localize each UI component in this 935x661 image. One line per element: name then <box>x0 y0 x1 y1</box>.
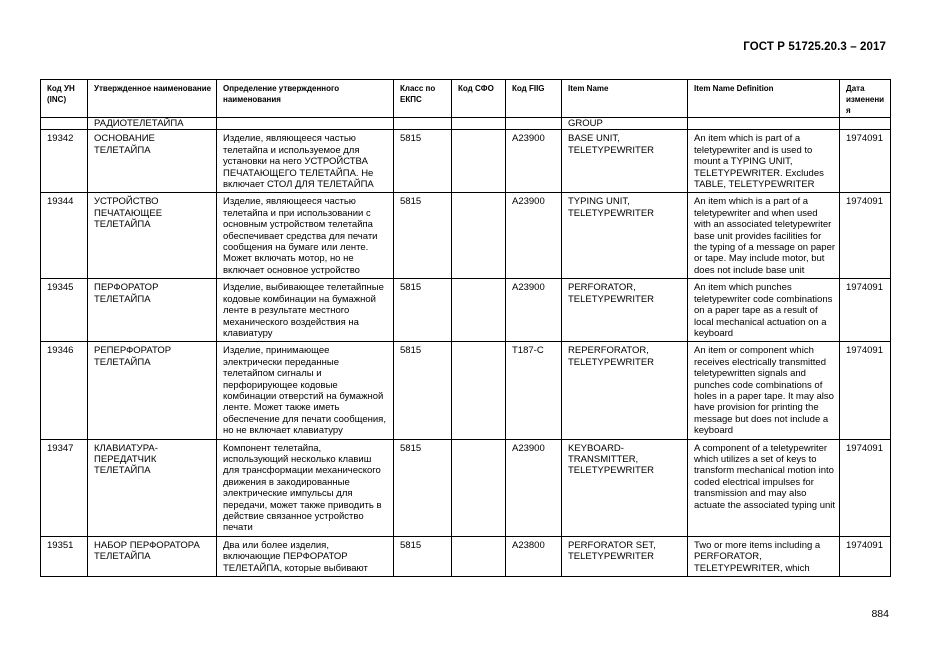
col-header-inc: Код УН (INC) <box>41 80 88 118</box>
cell-inc: 19347 <box>41 439 88 536</box>
nomenclature-table <box>40 79 891 577</box>
cell-ekps <box>394 118 452 130</box>
cell-item-def: An item or component which receives electrically transmitted teletypewritten signals and punches code combinations of holes in a paper tape. It may also have provision for printing the message but does not include a keyboard <box>688 342 840 439</box>
col-header-name-ru: Утвержденное наименование <box>88 80 217 118</box>
cell-item-name: BASE UNIT, TELETYPEWRITER <box>562 130 688 193</box>
cell-fiig: A23900 <box>506 130 562 193</box>
cell-sfo <box>452 118 506 130</box>
table-row <box>41 279 891 342</box>
cell-date: 1974091 <box>840 342 891 439</box>
cell-item-def: Two or more items including a PERFORATOR, TELETYPEWRITER, which <box>688 536 840 576</box>
col-header-def-ru: Определение утвержденного наименования <box>217 80 394 118</box>
cell-fiig: A23900 <box>506 193 562 279</box>
cell-sfo <box>452 130 506 193</box>
cell-date: 1974091 <box>840 279 891 342</box>
cell-fiig: A23900 <box>506 279 562 342</box>
cell-item-name: GROUP <box>562 118 688 130</box>
col-header-item-def: Item Name Definition <box>688 80 840 118</box>
cell-sfo <box>452 279 506 342</box>
cell-ekps: 5815 <box>394 536 452 576</box>
cell-def-ru: Изделие, являющееся частью телетайпа и при использовании с основным устройством телетайпа обеспечивает средства для печати сообщения на бумаге или ленте. Может включать мотор, но не включает основное устройство <box>217 193 394 279</box>
cell-inc: 19346 <box>41 342 88 439</box>
table-row <box>41 130 891 193</box>
cell-fiig: A23900 <box>506 439 562 536</box>
cell-inc <box>41 118 88 130</box>
col-header-fiig: Код FIIG <box>506 80 562 118</box>
cell-name-ru: НАБОР ПЕРФОРАТОРА ТЕЛЕТАЙПА <box>88 536 217 576</box>
page-number: 884 <box>871 608 889 620</box>
cell-ekps: 5815 <box>394 193 452 279</box>
col-header-date: Дата изменения <box>840 80 891 118</box>
cell-name-ru: ОСНОВАНИЕ ТЕЛЕТАЙПА <box>88 130 217 193</box>
cell-item-def <box>688 118 840 130</box>
cell-sfo <box>452 536 506 576</box>
cell-fiig <box>506 118 562 130</box>
cell-name-ru: РАДИОТЕЛЕТАЙПА <box>88 118 217 130</box>
cell-inc: 19351 <box>41 536 88 576</box>
cell-sfo <box>452 193 506 279</box>
table-header-row <box>41 80 891 118</box>
cell-ekps: 5815 <box>394 439 452 536</box>
cell-name-ru: ПЕРФОРАТОР ТЕЛЕТАЙПА <box>88 279 217 342</box>
cell-def-ru: Изделие, выбивающее телетайпные кодовые комбинации на бумажной ленте в результате местного механического воздействия на клавиатуру <box>217 279 394 342</box>
cell-item-name: PERFORATOR, TELETYPEWRITER <box>562 279 688 342</box>
cell-def-ru <box>217 118 394 130</box>
cell-item-def: An item which is a part of a teletypewriter and when used with an associated teletypewriter base unit provides facilities for the typing of a message on paper or tape. May include motor, but does not include base unit <box>688 193 840 279</box>
cell-item-name: KEYBOARD-TRANSMITTER, TELETYPEWRITER <box>562 439 688 536</box>
cell-date <box>840 118 891 130</box>
cell-item-def: An item which is part of a teletypewriter and is used to mount a TYPING UNIT, TELETYPEWRITER. Excludes TABLE, TELETYPEWRITER <box>688 130 840 193</box>
cell-fiig: A23800 <box>506 536 562 576</box>
cell-sfo <box>452 439 506 536</box>
cell-inc: 19345 <box>41 279 88 342</box>
cell-item-name: TYPING UNIT, TELETYPEWRITER <box>562 193 688 279</box>
cell-inc: 19344 <box>41 193 88 279</box>
cell-def-ru: Два или более изделия, включающие ПЕРФОРАТОР ТЕЛЕТАЙПА, которые выбивают <box>217 536 394 576</box>
cell-sfo <box>452 342 506 439</box>
table-row <box>41 193 891 279</box>
col-header-sfo: Код СФО <box>452 80 506 118</box>
cell-item-name: REPERFORATOR, TELETYPEWRITER <box>562 342 688 439</box>
cell-name-ru: РЕПЕРФОРАТОР ТЕЛЕТАЙПА <box>88 342 217 439</box>
col-header-ekps: Класс по ЕКПС <box>394 80 452 118</box>
cell-def-ru: Изделие, являющееся частью телетайпа и используемое для установки на него УСТРОЙСТВА ПЕЧАТАЮЩЕГО ТЕЛЕТАЙПА. Не включает СТОЛ ДЛЯ ТЕЛЕТАЙПА <box>217 130 394 193</box>
cell-ekps: 5815 <box>394 342 452 439</box>
table-row <box>41 439 891 536</box>
table-row <box>41 536 891 576</box>
cell-inc: 19342 <box>41 130 88 193</box>
cell-name-ru: УСТРОЙСТВО ПЕЧАТАЮЩЕЕ ТЕЛЕТАЙПА <box>88 193 217 279</box>
cell-def-ru: Компонент телетайпа, использующий несколько клавиш для трансформации механического движения в закодированные электрические импульсы для передачи, может также приводить в действие связанное устройство печати <box>217 439 394 536</box>
cell-item-def: An item which punches teletypewriter code combinations on a paper tape as a result of local mechanical actuation on a keyboard <box>688 279 840 342</box>
cell-date: 1974091 <box>840 439 891 536</box>
cell-item-name: PERFORATOR SET, TELETYPEWRITER <box>562 536 688 576</box>
table-row <box>41 342 891 439</box>
cell-fiig: T187-C <box>506 342 562 439</box>
cell-item-def: A component of a teletypewriter which utilizes a set of keys to transform mechanical motion into coded electrical impulses for transmission and may also actuate the associated typing unit <box>688 439 840 536</box>
col-header-item-name: Item Name <box>562 80 688 118</box>
cell-date: 1974091 <box>840 130 891 193</box>
cell-date: 1974091 <box>840 193 891 279</box>
table-row-continuation <box>41 118 891 130</box>
cell-def-ru: Изделие, принимающее электрически переданные телетайпом сигналы и перфорирующее кодовые комбинации отверстий на бумажной ленте. Может также иметь обеспечение для печати сообщения, но не включает клавиатуру <box>217 342 394 439</box>
cell-ekps: 5815 <box>394 130 452 193</box>
cell-date: 1974091 <box>840 536 891 576</box>
document-standard-code: ГОСТ Р 51725.20.3 – 2017 <box>743 41 886 53</box>
cell-ekps: 5815 <box>394 279 452 342</box>
cell-name-ru: КЛАВИАТУРА-ПЕРЕДАТЧИК ТЕЛЕТАЙПА <box>88 439 217 536</box>
